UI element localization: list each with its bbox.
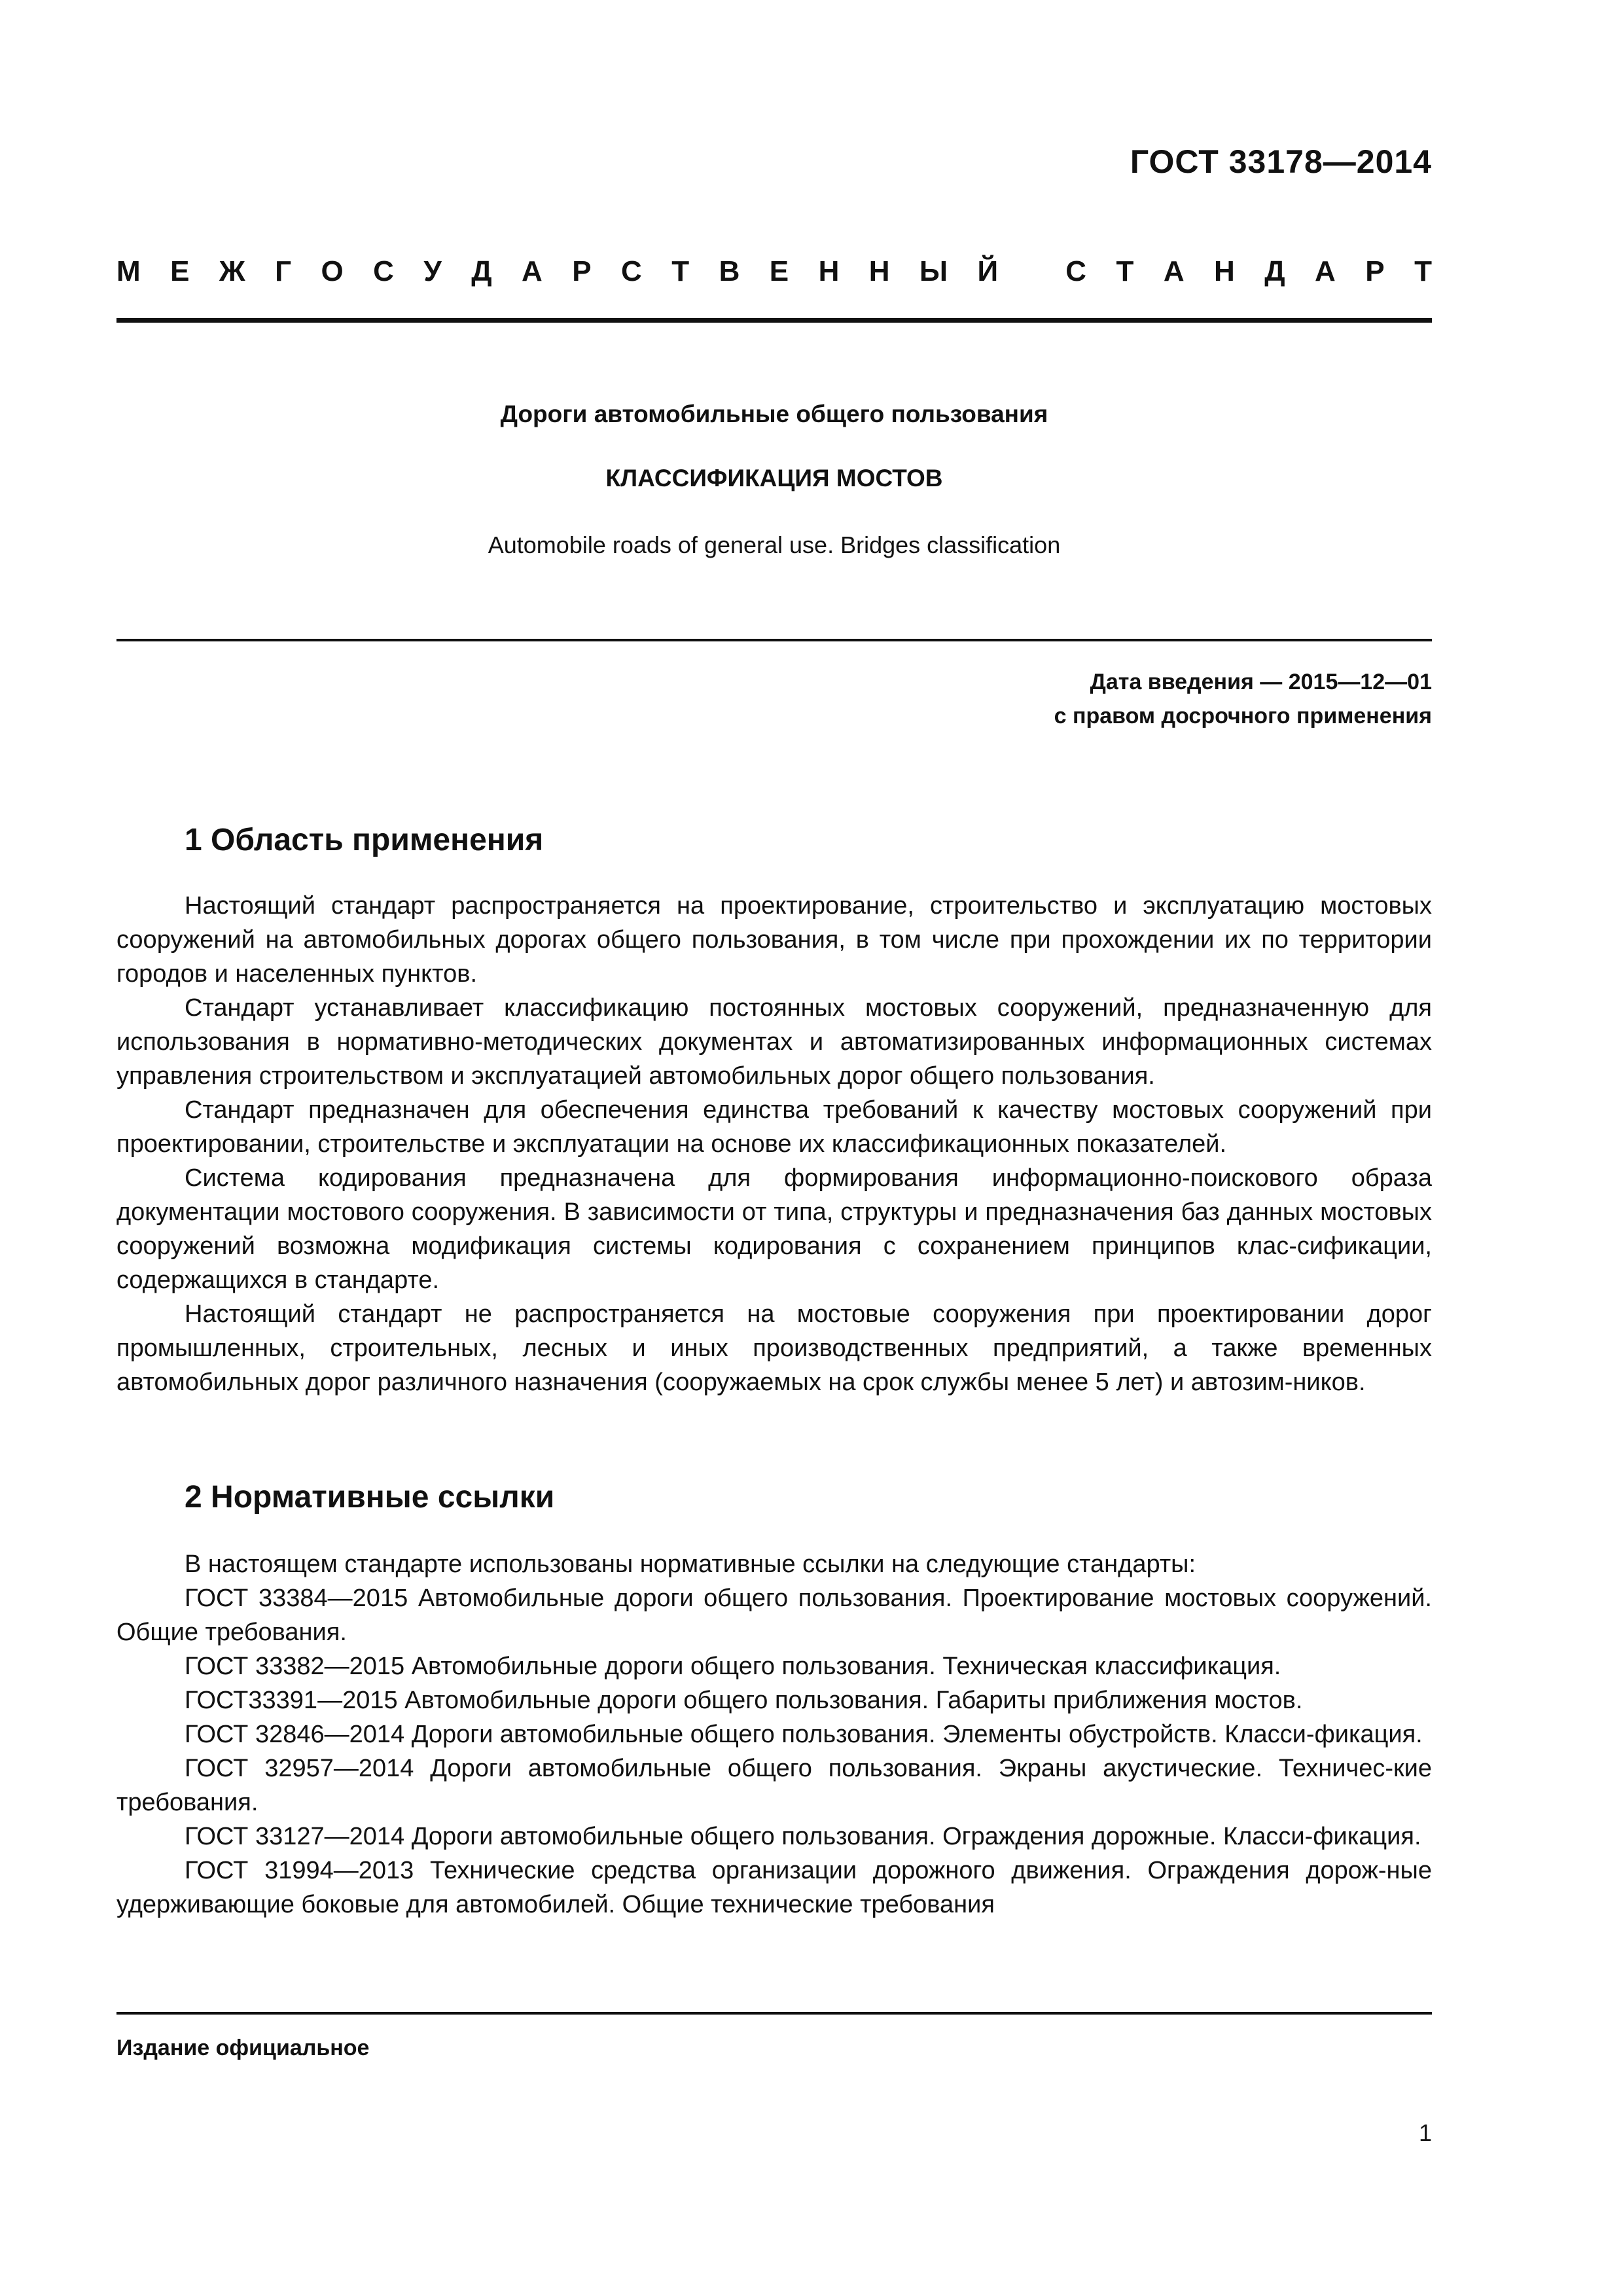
section-2-heading: 2 Нормативные ссылки xyxy=(185,1480,555,1515)
title-divider xyxy=(116,639,1432,641)
banner-letter: Т xyxy=(671,255,690,287)
header-divider xyxy=(116,318,1432,323)
banner-letter: Д xyxy=(1264,255,1285,287)
document-number: ГОСТ 33178—2014 xyxy=(1130,143,1432,180)
banner-letter: А xyxy=(522,255,543,287)
banner-letter: Р xyxy=(572,255,592,287)
banner-letter: Е xyxy=(769,255,789,287)
banner-letter: В xyxy=(719,255,740,287)
section-2-body xyxy=(116,1547,1432,1922)
banner-letter: Н xyxy=(1214,255,1235,287)
banner-letter: С xyxy=(621,255,642,287)
references-intro: В настоящем стандарте использованы нормативные ссылки на следующие стандарты: xyxy=(185,1551,1196,1578)
official-edition-label: Издание официальное xyxy=(116,2036,370,2060)
page-number: 1 xyxy=(1418,2119,1432,2146)
banner-gap xyxy=(1028,255,1036,288)
banner-letter: У xyxy=(423,255,442,287)
section-1-paragraph: Стандарт устанавливает классификацию постоянных мостовых сооружений, предназначенную для использования в нормативно-методических документах и автоматизированных информационных системах управления строительством и эксплуатацией автомобильных дорог общего пользования. xyxy=(116,994,1432,1090)
banner-letter: Н xyxy=(868,255,890,287)
reference-item: ГОСТ33391—2015 Автомобильные дороги общего пользования. Габариты приближения мостов. xyxy=(185,1687,1303,1714)
banner-letter: О xyxy=(321,255,344,287)
reference-item: ГОСТ 33127—2014 Дороги автомобильные общего пользования. Ограждения дорожные. Класси-фикация. xyxy=(185,1823,1421,1850)
banner-letter: А xyxy=(1163,255,1185,287)
section-1-paragraph: Стандарт предназначен для обеспечения единства требований к качеству мостовых сооружений при проектировании, строительстве и эксплуатации на основе их классификационных показателей. xyxy=(116,1096,1432,1158)
section-1-paragraph: Система кодирования предназначена для формирования информационно-поискового образа документации мостового сооружения. В зависимости от типа, структуры и предназначения баз данных мостовых сооружений возможна модификация системы кодирования с сохранением принципов клас-сификации, содержащихся в стандарте. xyxy=(116,1164,1432,1294)
introduction-date-block xyxy=(1054,665,1432,733)
banner-letter: М xyxy=(116,255,141,287)
banner-letter: Ы xyxy=(919,255,948,287)
introduction-date: Дата введения — 2015—12—01 xyxy=(1090,670,1432,694)
reference-item: ГОСТ 32846—2014 Дороги автомобильные общего пользования. Элементы обустройств. Класси-фикация. xyxy=(185,1721,1423,1748)
title-subject: Дороги автомобильные общего пользования xyxy=(500,401,1048,427)
banner-letter: Т xyxy=(1414,255,1432,287)
early-application-note: с правом досрочного применения xyxy=(1054,704,1432,728)
title-english: Automobile roads of general use. Bridges classification xyxy=(488,531,1061,558)
reference-item: ГОСТ 32957—2014 Дороги автомобильные общего пользования. Экраны акустические. Техничес-кие требования. xyxy=(116,1755,1432,1816)
banner-letter: Е xyxy=(170,255,190,287)
reference-item: ГОСТ 33382—2015 Автомобильные дороги общего пользования. Техническая классификация. xyxy=(185,1653,1281,1680)
section-1-paragraph: Настоящий стандарт распространяется на проектирование, строительство и эксплуатацию мостовых сооружений на автомобильных дорогах общего пользования, в том числе при прохождении их по территории городов и населенных пунктов. xyxy=(116,892,1432,988)
banner-letter: С xyxy=(373,255,394,287)
banner-letter: Н xyxy=(818,255,840,287)
banner-letter: Ж xyxy=(219,255,245,287)
section-1-body xyxy=(116,889,1432,1399)
standard-type-banner xyxy=(116,255,1432,288)
banner-letter: Т xyxy=(1116,255,1134,287)
title-main: КЛАССИФИКАЦИЯ МОСТОВ xyxy=(605,465,943,492)
banner-letter: Д xyxy=(471,255,492,287)
banner-letter: А xyxy=(1315,255,1336,287)
section-1-paragraph: Настоящий стандарт не распространяется на мостовые сооружения при проектировании дорог промышленных, строительных, лесных и иных производственных предприятий, а также временных автомобильных дорог различного назначения (сооружаемых на срок службы менее 5 лет) и автозим-ников. xyxy=(116,1300,1432,1396)
section-1-heading: 1 Область применения xyxy=(185,823,544,857)
banner-letter: Й xyxy=(977,255,999,287)
banner-letter: Г xyxy=(275,255,292,287)
banner-letter: Р xyxy=(1365,255,1385,287)
reference-item: ГОСТ 33384—2015 Автомобильные дороги общего пользования. Проектирование мостовых сооружений. Общие требования. xyxy=(116,1585,1432,1646)
banner-letter: С xyxy=(1065,255,1087,287)
reference-item: ГОСТ 31994—2013 Технические средства организации дорожного движения. Ограждения дорож-ные удерживающие боковые для автомобилей. Общие технические требования xyxy=(116,1857,1432,1918)
footer-divider xyxy=(116,2012,1432,2015)
